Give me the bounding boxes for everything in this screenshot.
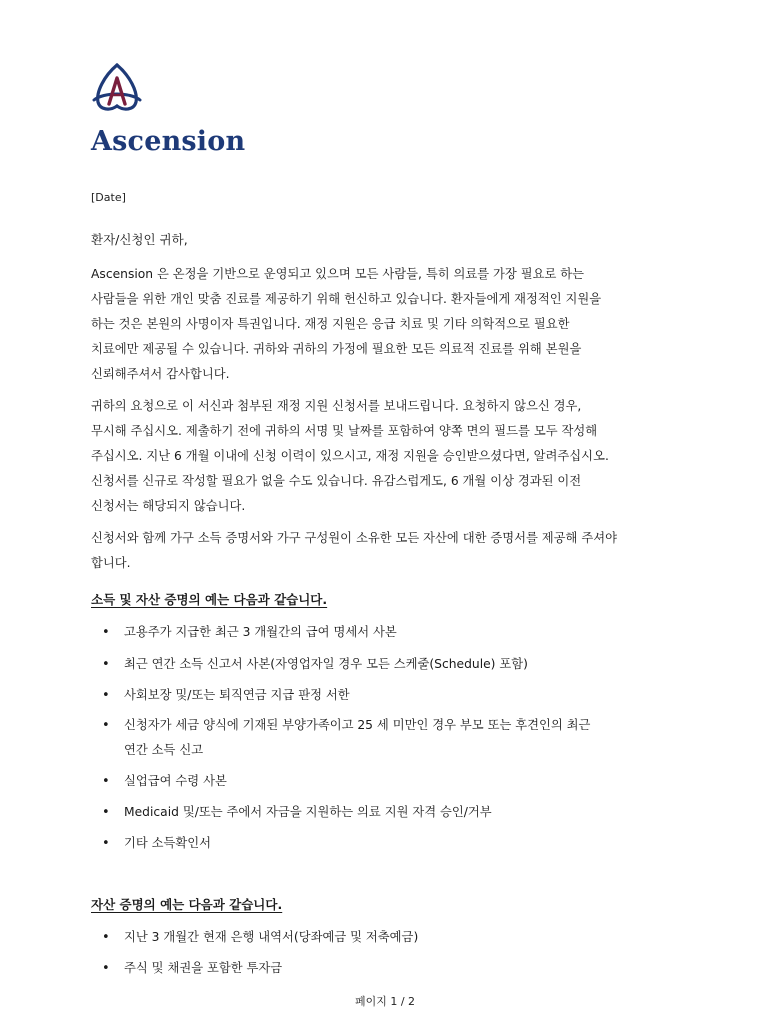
- bullet-icon: •: [102, 718, 110, 733]
- bullet-icon: •: [102, 688, 110, 703]
- bullet-icon: •: [102, 774, 110, 789]
- paragraph-line: Ascension 은 온정을 기반으로 운영되고 있으며 모든 사람들, 특히 의료를 가장 필요로 하는: [91, 267, 585, 281]
- paragraph-line: 주십시오. 지난 6 개월 이내에 신청 이력이 있으시고, 재정 지원을 승인받으셨다면, 알려주십시오.: [91, 449, 609, 463]
- bullet-icon: •: [102, 657, 110, 672]
- bullet-icon: •: [102, 836, 110, 851]
- asset-proof-list: [91, 925, 691, 981]
- salutation: 환자/신청인 귀하,: [91, 232, 188, 247]
- list-item: • 기타 소득확인서: [91, 831, 691, 856]
- brand-name: Ascension: [91, 126, 246, 157]
- paragraph-line: 하는 것은 본원의 사명이자 특권입니다. 재정 지원은 응급 치료 및 기타 의학적으로 필요한: [91, 317, 570, 331]
- income-proof-heading: 소득 및 자산 증명의 예는 다음과 같습니다.: [91, 592, 328, 607]
- paragraph-line: 신청서는 해당되지 않습니다.: [91, 499, 246, 513]
- paragraph-line: 신청서와 함께 가구 소득 증명서와 가구 구성원이 소유한 모든 자산에 대한 증명서를 제공해 주셔야: [91, 531, 617, 545]
- ascension-logo: [90, 62, 144, 114]
- list-item: • 주식 및 채권을 포함한 투자금: [91, 956, 691, 981]
- list-item: • 지난 3 개월간 현재 은행 내역서(당좌예금 및 저축예금): [91, 925, 691, 950]
- paragraph-line: 신청서를 신규로 작성할 필요가 없을 수도 있습니다. 유감스럽게도, 6 개월 이상 경과된 이전: [91, 474, 582, 488]
- bullet-icon: •: [102, 961, 110, 976]
- paragraph-line: 귀하의 요청으로 이 서신과 첨부된 재정 지원 신청서를 보내드립니다. 요청하지 않으신 경우,: [91, 399, 582, 413]
- list-item: • 사회보장 및/또는 퇴직연금 지급 판정 서한: [91, 683, 691, 708]
- paragraph-documents: [91, 526, 691, 576]
- list-item: • 최근 연간 소득 신고서 사본(자영업자일 경우 모든 스케줄(Schedule) 포함): [91, 652, 691, 677]
- paragraph-line: 합니다.: [91, 556, 131, 570]
- page-number: 페이지 1 / 2: [354, 995, 416, 1008]
- income-proof-list: [91, 620, 691, 856]
- paragraph-line: 사람들을 위한 개인 맞춤 진료를 제공하기 위해 헌신하고 있습니다. 환자들에게 재정적인 지원을: [91, 292, 602, 306]
- list-item: • 신청자가 세금 양식에 기재된 부양가족이고 25 세 미만인 경우 부모 또는 후견인의 최근 연간 소득 신고: [91, 713, 691, 763]
- list-item: • Medicaid 및/또는 주에서 자금을 지원하는 의료 지원 자격 승인/거부: [91, 800, 691, 825]
- paragraph-request: [91, 394, 691, 519]
- ascension-logo-icon: [90, 62, 144, 114]
- bullet-icon: •: [102, 930, 110, 945]
- paragraph-line: 치료에만 제공될 수 있습니다. 귀하와 귀하의 가정에 필요한 모든 의료적 진료를 위해 본원을: [91, 342, 582, 356]
- paragraph-line: 신뢰해주셔서 감사합니다.: [91, 367, 230, 381]
- paragraph-line: 무시해 주십시오. 제출하기 전에 귀하의 서명 및 날짜를 포함하여 양쪽 면의 필드를 모두 작성해: [91, 424, 598, 438]
- paragraph-intro: [91, 262, 691, 387]
- list-item: • 고용주가 지급한 최근 3 개월간의 급여 명세서 사본: [91, 620, 691, 645]
- bullet-icon: •: [102, 625, 110, 640]
- date-placeholder: [Date]: [91, 191, 126, 204]
- bullet-icon: •: [102, 805, 110, 820]
- asset-proof-heading: 자산 증명의 예는 다음과 같습니다.: [91, 897, 283, 912]
- list-item: • 실업급여 수령 사본: [91, 769, 691, 794]
